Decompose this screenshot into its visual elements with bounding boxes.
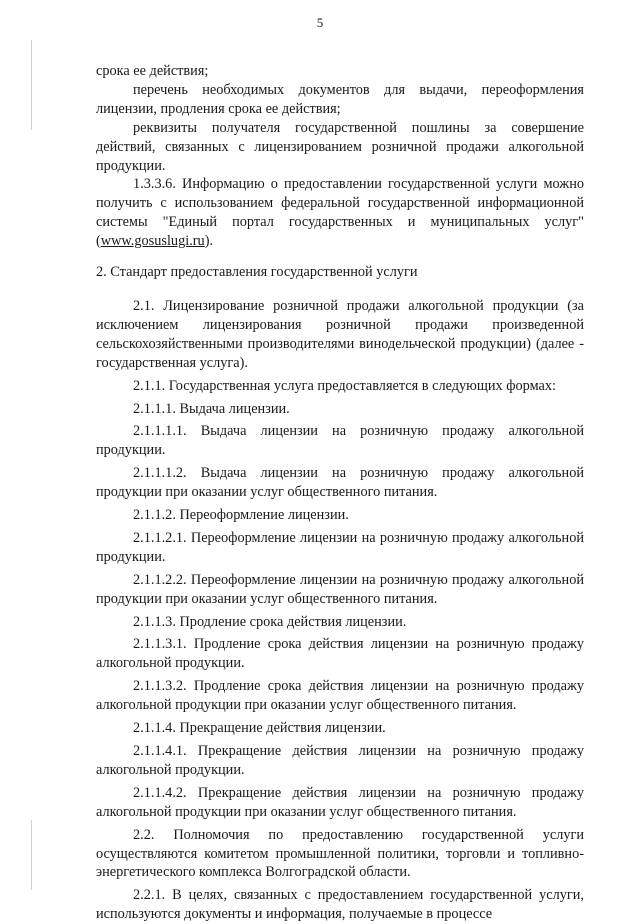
paragraph: перечень необходимых документов для выдачи, переоформления лицензии, продления срока ее действия; (96, 81, 584, 117)
list-item: 2.1.1.1.2. Выдача лицензии на розничную продажу алкогольной продукции при оказании услуг общественного питания. (96, 465, 584, 501)
list-item: 2.1.1.3.2. Продление срока действия лицензии на розничную продажу алкогольной продукции при оказании услуг общественного питания. (96, 678, 584, 714)
list-item: 2.1.1.2.1. Переоформление лицензии на розничную продажу алкогольной продукции. (96, 529, 584, 565)
scan-margin-mark (31, 820, 32, 890)
list-item: 2.1.1. Государственная услуга предоставляется в следующих формах: (133, 377, 556, 394)
list-item: 2.1.1.4. Прекращение действия лицензии. (133, 720, 386, 737)
list-item: 2.1.1.3.1. Продление срока действия лицензии на розничную продажу алкогольной продукции. (96, 636, 584, 672)
list-item: 2.1.1.1.1. Выдача лицензии на розничную продажу алкогольной продукции. (96, 423, 584, 459)
paragraph: срока ее действия; (96, 63, 209, 79)
list-item: 2.1.1.1. Выдача лицензии. (133, 400, 290, 417)
list-item: 2.1.1.4.2. Прекращение действия лицензии на розничную продажу алкогольной продукции при оказании услуг общественного питания. (96, 784, 584, 820)
list-item: 2.1.1.3. Продление срока действия лицензии. (133, 613, 407, 630)
list-item: 2.1.1.4.1. Прекращение действия лицензии на розничную продажу алкогольной продукции. (96, 743, 584, 778)
list-item: 2.2. Полномочия по предоставлению государственной услуги осуществляются комитетом промышленной политики, торговли и топливно-энергетического комплекса Волгоградской области. (96, 826, 584, 881)
scan-margin-mark (31, 40, 32, 130)
paragraph: реквизиты получателя государственной пошлины за совершение действий, связанных с лицензированием розничной продажи алкогольной продукции. (96, 119, 584, 174)
list-item: 2.1.1.2.2. Переоформление лицензии на розничную продажу алкогольной продукции при оказании услуг общественного питания. (96, 571, 584, 607)
info-paragraph (96, 175, 584, 251)
page-number: 5 (316, 15, 324, 30)
gosuslugi-link[interactable]: www.gosuslugi.ru (100, 233, 205, 250)
document-body (96, 62, 584, 924)
info-tail: ). (204, 233, 214, 250)
list-item: 2.2.1. В целях, связанных с предоставлением государственной услуги, используются документы и информация, получаемые в процессе (96, 887, 584, 923)
section-heading: 2. Стандарт предоставления государственной услуги (96, 264, 418, 281)
list-item: 2.1. Лицензирование розничной продажи алкогольной продукции (за исключением лицензирования розничной продажи произведенной сельскохозяйственными производителями винодельческой продукции) (далее - государственная услуга). (96, 297, 584, 371)
info-text: 1.3.3.6. Информацию о предоставлении государственной услуги можно получить с использованием федеральной государственной информационной системы "Единый портал государственных и муниципальных услуг" ( (96, 176, 584, 250)
list-item: 2.1.1.2. Переоформление лицензии. (133, 507, 349, 524)
